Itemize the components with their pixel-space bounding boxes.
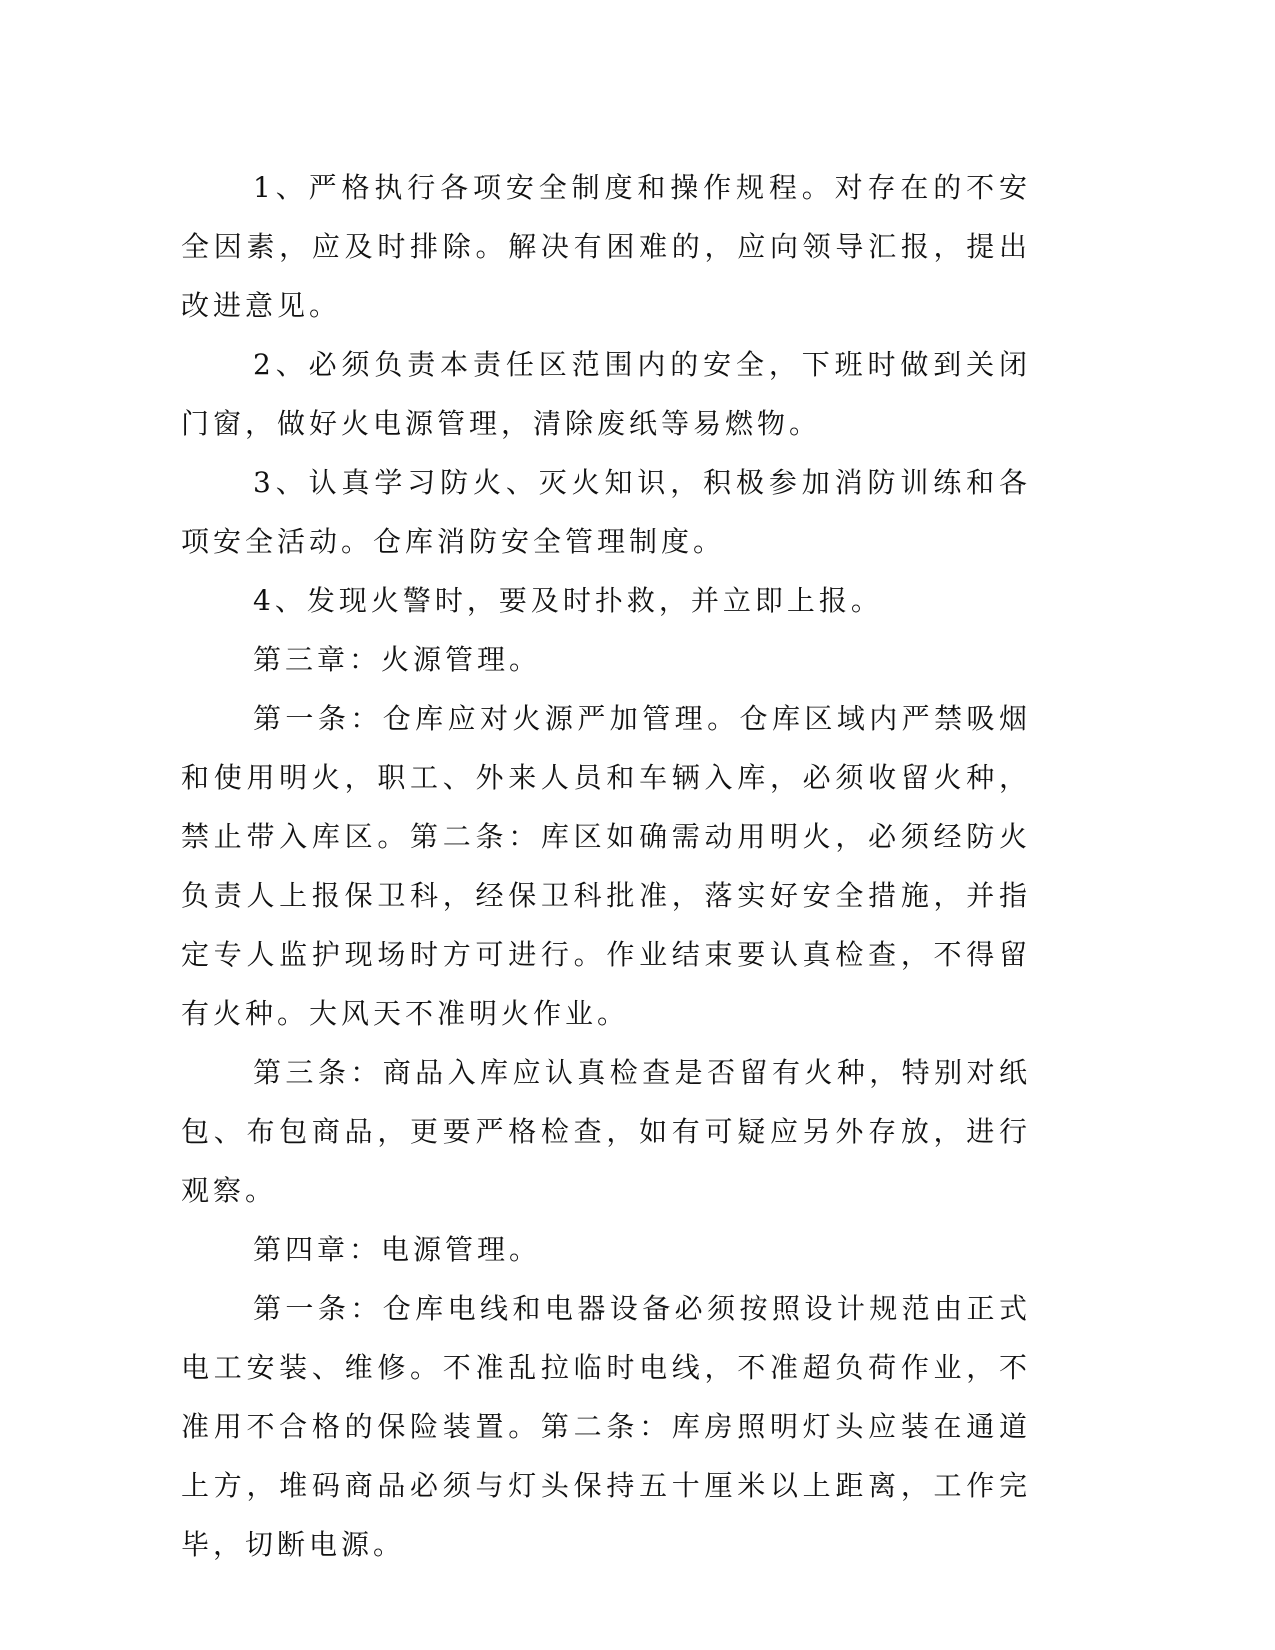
chapter-3-clauses-1-2: 第一条：仓库应对火源严加管理。仓库区域内严禁吸烟和使用明火，职工、外来人员和车辆入库，必须收留火种，禁止带入库区。第二条：库区如确需动用明火，必须经防火负责人上报保卫科，经保卫科批准，落实好安全措施，并指定专人监护现场时方可进行。作业结束要认真检查，不得留有火种。大风天不准明火作业。 xyxy=(181,702,1031,1030)
chapter-4-heading: 第四章：电源管理。 xyxy=(253,1233,542,1266)
chapter-4-clauses-1-2: 第一条：仓库电线和电器设备必须按照设计规范由正式电工安装、维修。不准乱拉临时电线，不准超负荷作业，不准用不合格的保险装置。第二条：库房照明灯头应装在通道上方，堆码商品必须与灯头保持五十厘米以上距离，工作完毕，切断电源。 xyxy=(181,1292,1031,1561)
document-body xyxy=(181,158,1031,1574)
chapter-3-clause-3: 第三条：商品入库应认真检查是否留有火种，特别对纸包、布包商品，更要严格检查，如有可疑应另外存放，进行观察。 xyxy=(181,1056,1031,1207)
paragraph-article-4: 4、发现火警时，要及时扑救，并立即上报。 xyxy=(253,584,883,617)
paragraph-article-1: 1、严格执行各项安全制度和操作规程。对存在的不安全因素，应及时排除。解决有困难的，应向领导汇报，提出改进意见。 xyxy=(181,171,1031,322)
chapter-3-heading: 第三章：火源管理。 xyxy=(253,643,542,676)
paragraph-article-2: 2、必须负责本责任区范围内的安全，下班时做到关闭门窗，做好火电源管理，清除废纸等易燃物。 xyxy=(181,348,1031,440)
paragraph-article-3: 3、认真学习防火、灭火知识，积极参加消防训练和各项安全活动。仓库消防安全管理制度。 xyxy=(181,466,1031,558)
